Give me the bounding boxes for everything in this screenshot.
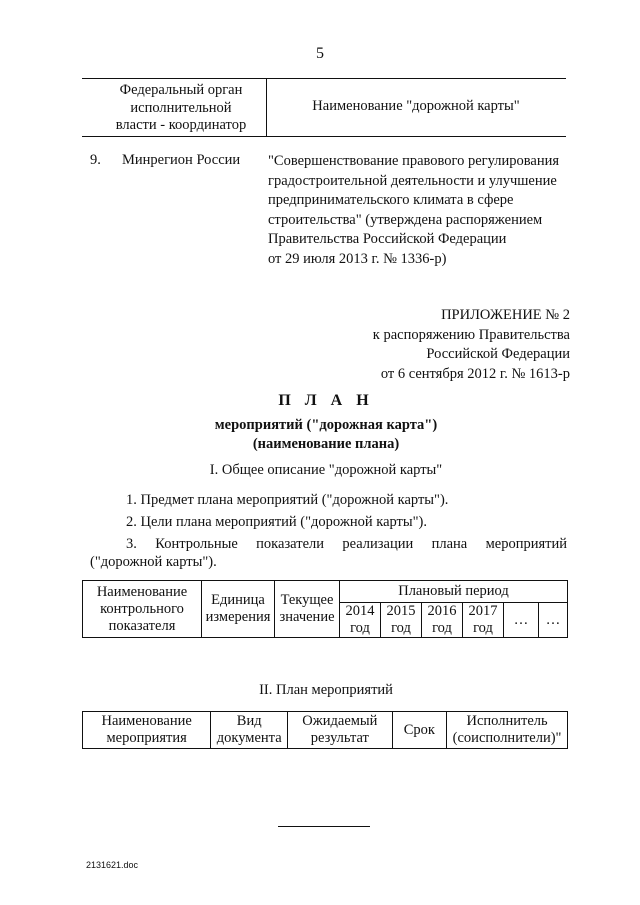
- header-year-2015: [381, 603, 422, 638]
- file-name-footer: 2131621.doc: [86, 860, 139, 870]
- appendix-line: от 6 сентября 2012 г. № 1613-р: [380, 365, 570, 382]
- header-unit-line: измерения: [205, 609, 271, 625]
- year-value: 2016: [427, 603, 457, 619]
- header-expected-result-line: результат: [310, 730, 369, 746]
- row9-text-line: "Совершенствование правового регулирования: [268, 153, 560, 169]
- section1-item3-continued: ("дорожной карты").: [90, 554, 217, 570]
- row9-text-line: предпринимательского климата в сфере: [268, 192, 514, 208]
- row9-text-line: градостроительной деятельности и улучшение: [268, 172, 557, 189]
- header-executor: [447, 712, 568, 749]
- header-table-bottom-border: [82, 136, 566, 137]
- appendix-line: к распоряжению Правительства: [372, 326, 570, 343]
- header-indicator-name: [83, 581, 202, 638]
- header-current-value: [275, 581, 340, 638]
- header-table-top-border: [82, 78, 566, 79]
- header-col-coordinator: [100, 82, 262, 135]
- header-deadline: Срок: [392, 712, 447, 749]
- header-activity-name: [83, 712, 211, 749]
- row9-roadmap-text: [268, 152, 568, 269]
- row9-number: 9.: [90, 152, 101, 168]
- header-unit: [202, 581, 275, 638]
- header-col-coordinator-line: Федеральный орган: [119, 82, 243, 98]
- header-col-roadmap-name: Наименование "дорожной карты": [312, 98, 520, 114]
- header-indicator-name-line: Наименование: [96, 583, 188, 600]
- header-activity-name-line: мероприятия: [106, 730, 187, 746]
- header-current-value-line: значение: [279, 609, 335, 625]
- header-activity-name-line: Наименование: [101, 713, 192, 729]
- plan-subtitle-line: мероприятий ("дорожная карта"): [214, 417, 438, 433]
- row9-text-line: строительства" (утверждена распоряжением: [268, 211, 543, 228]
- header-year-2016: [422, 603, 463, 638]
- section2-title: II. План мероприятий: [259, 682, 393, 698]
- header-executor-line: (соисполнители)": [452, 730, 562, 746]
- section1-title: I. Общее описание "дорожной карты": [209, 462, 443, 478]
- end-rule: [278, 826, 370, 827]
- header-col-coordinator-line: исполнительной: [130, 99, 232, 116]
- header-current-value-line: Текущее: [280, 592, 334, 608]
- header-more-years-2: …: [539, 603, 568, 638]
- plan-subtitle-line: (наименование плана): [252, 436, 400, 452]
- appendix-line: Российской Федерации: [426, 346, 570, 362]
- header-indicator-name-line: контрольного: [100, 600, 184, 617]
- section1-item1: 1. Предмет плана мероприятий ("дорожной карты").: [126, 492, 449, 508]
- year-suffix: год: [432, 620, 452, 636]
- year-suffix: год: [350, 620, 370, 636]
- header-document-type-line: Вид: [236, 713, 262, 729]
- header-table-divider: [266, 78, 267, 136]
- year-value: 2014: [345, 603, 375, 619]
- row9-organization: Минрегион России: [122, 152, 241, 168]
- header-year-2014: [340, 603, 381, 638]
- header-executor-line: Исполнитель: [466, 713, 548, 729]
- appendix-block: [340, 306, 570, 384]
- activities-table: [82, 711, 568, 749]
- plan-subtitle: [0, 416, 640, 454]
- appendix-line: ПРИЛОЖЕНИЕ № 2: [441, 307, 570, 323]
- year-value: 2017: [468, 603, 498, 619]
- year-suffix: год: [473, 620, 493, 636]
- row9-text-line: от 29 июля 2013 г. № 1336-р): [268, 250, 447, 267]
- indicators-table: [82, 580, 568, 638]
- section1-item2: 2. Цели плана мероприятий ("дорожной карты").: [126, 514, 428, 530]
- header-more-years-1: …: [504, 603, 539, 638]
- section1-item3: 3. Контрольные показатели реализации плана мероприятий: [126, 536, 567, 552]
- header-indicator-name-line: показателя: [108, 617, 176, 634]
- year-value: 2015: [386, 603, 416, 619]
- header-document-type-line: документа: [216, 730, 282, 746]
- header-expected-result: [288, 712, 392, 749]
- header-expected-result-line: Ожидаемый: [302, 713, 378, 729]
- year-suffix: год: [391, 620, 411, 636]
- page-number: 5: [316, 45, 324, 62]
- header-document-type: [211, 712, 288, 749]
- row9-text-line: Правительства Российской Федерации: [268, 231, 507, 247]
- header-unit-line: Единица: [211, 592, 265, 608]
- plan-title: П Л А Н: [278, 392, 374, 409]
- header-planned-period: Плановый период: [340, 581, 568, 603]
- header-year-2017: [463, 603, 504, 638]
- header-col-coordinator-line: власти - координатор: [115, 117, 247, 133]
